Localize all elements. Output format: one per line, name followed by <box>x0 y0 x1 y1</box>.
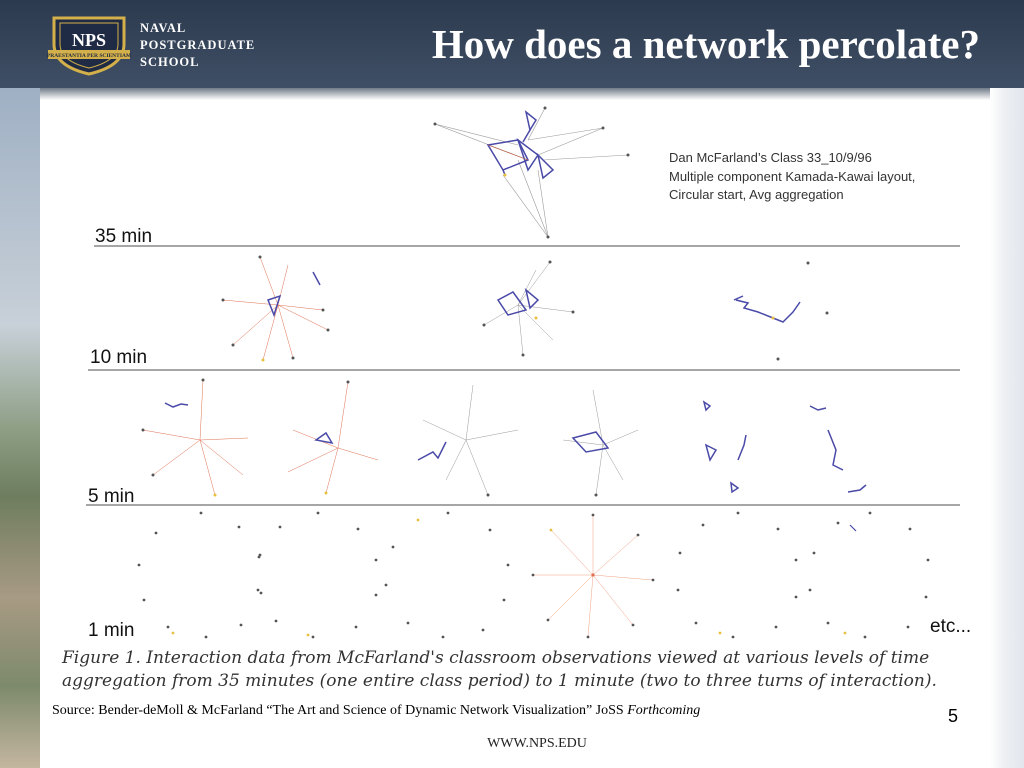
network-5min-c <box>418 385 518 497</box>
figure-note-line3: Circular start, Avg aggregation <box>669 187 844 202</box>
source-emphasis: Forthcoming <box>627 703 701 718</box>
network-5min-d <box>563 390 638 497</box>
network-5min-b <box>288 381 378 495</box>
figure-note-line1: Dan McFarland’s Class 33_10/9/96 <box>669 150 872 165</box>
row-label-10min: 10 min <box>90 347 148 368</box>
figure-caption-line1: Figure 1. Interaction data from McFarland's classroom observations viewed at various levels of time <box>62 648 930 668</box>
etc-label: etc... <box>930 616 972 637</box>
row-label-1min: 1 min <box>88 620 135 641</box>
network-10min-c <box>734 262 829 361</box>
school-name-line3: SCHOOL <box>140 55 200 69</box>
right-photo-strip <box>990 88 1024 768</box>
network-1min-circles <box>138 512 930 639</box>
campus-photo-strip <box>0 88 40 768</box>
school-name-line2: POSTGRADUATE <box>140 38 256 52</box>
footer-url: WWW.NPS.EDU <box>487 736 587 751</box>
slide-title: How does a network percolate? <box>431 21 980 67</box>
network-5min-a <box>142 379 249 497</box>
header-shadow <box>0 88 1024 100</box>
seal-motto: PRAESTANTIA PER SCIENTIAM <box>46 53 132 59</box>
network-35min <box>434 107 630 239</box>
source-text: Source: Bender-deMoll & McFarland “The Art and Science of Dynamic Network Visualization” JoSS <box>52 703 628 718</box>
row-label-5min: 5 min <box>88 486 135 507</box>
network-figure <box>48 100 994 700</box>
row-label-35min: 35 min <box>95 226 153 247</box>
network-5min-e <box>704 402 866 492</box>
school-name <box>140 20 255 71</box>
figure-caption <box>62 647 962 693</box>
source-citation <box>52 703 700 719</box>
figure-note-line2: Multiple component Kamada-Kawai layout, <box>669 169 916 184</box>
figure-caption-line2: aggregation from 35 minutes (one entire class period) to 1 minute (two to three turns of interaction). <box>62 671 937 691</box>
seal-text: NPS <box>71 30 107 50</box>
network-10min-b <box>483 261 575 357</box>
school-name-line1: NAVAL <box>140 21 187 35</box>
network-10min-a <box>222 256 330 362</box>
nps-seal-logo <box>46 14 132 76</box>
slide-number: 5 <box>948 706 959 726</box>
